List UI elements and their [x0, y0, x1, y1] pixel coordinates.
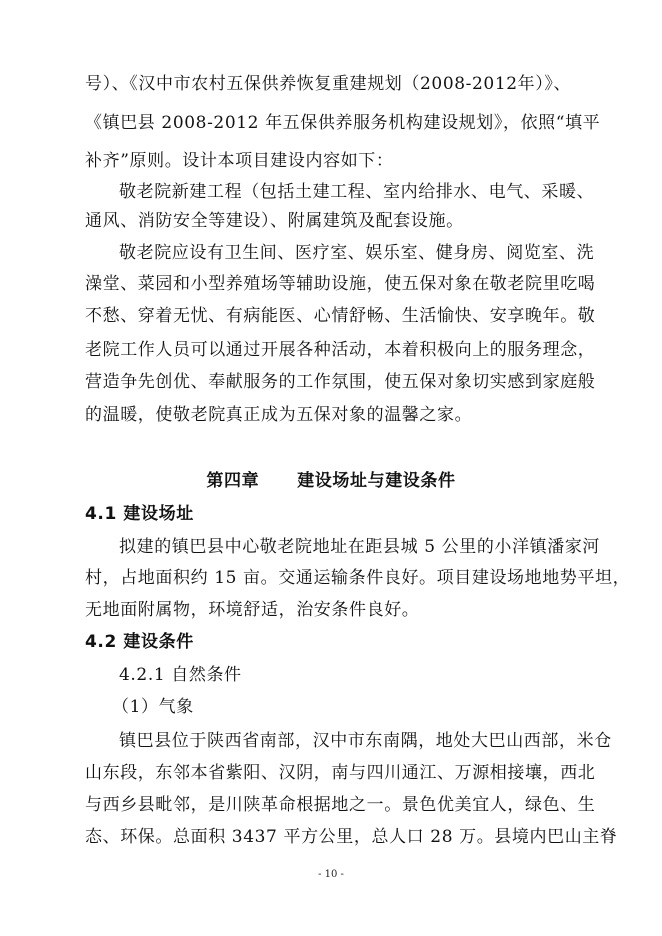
chapter-number: 第四章: [206, 471, 260, 491]
body-line: 号）、《汉中市农村五保供养恢复重建规划（2008-2012年）》、: [85, 74, 572, 94]
body-line: 拟建的镇巴县中心敬老院地址在距县城 5 公里的小洋镇潘家河: [119, 537, 601, 557]
body-line: 老院工作人员可以通过开展各种活动，本着积极向上的服务理念，: [85, 340, 596, 360]
body-line: 不愁、穿着无忧、有病能医、心情舒畅、生活愉快、安享晚年。敬: [85, 306, 596, 326]
body-line: 敬老院应设有卫生间、医疗室、娱乐室、健身房、阅览室、洗: [119, 243, 595, 263]
page-number: - 10 -: [318, 869, 344, 880]
body-line: 态、环保。总面积 3437 平方公里，总人口 28 万。县境内巴山主脊: [85, 827, 618, 847]
body-line: 的温暖，使敬老院真正成为五保对象的温馨之家。: [85, 405, 473, 425]
subsection-heading-4-2-1: 4.2.1 自然条件: [119, 665, 242, 685]
body-line: 山东段，东邻本省紫阳、汉阴，南与四川通江、万源相接壤，西北: [85, 763, 596, 783]
body-line: 补齐”原则。设计本项目建设内容如下：: [85, 151, 394, 171]
body-line: 通风、消防安全等建设）、附属建筑及配套设施。: [85, 211, 464, 231]
body-line: 营造争先创优、奉献服务的工作氛围，使五保对象切实感到家庭般: [85, 372, 596, 392]
body-line: 《镇巴县 2008-2012 年五保供养服务机构建设规划》，依照“填平: [85, 113, 601, 133]
body-line: 镇巴县位于陕西省南部，汉中市东南隅，地处大巴山西部，米仓: [119, 731, 612, 751]
body-line: 澡堂、菜园和小型养殖场等辅助设施，使五保对象在敬老院里吃喝: [85, 274, 596, 294]
chapter-heading: [0, 470, 662, 492]
section-heading-4-1: 4.1 建设场址: [85, 504, 194, 524]
body-line: 无地面附属物，环境舒适，治安条件良好。: [85, 600, 420, 620]
body-line: 敬老院新建工程（包括土建工程、室内给排水、电气、采暖、: [119, 182, 595, 202]
body-line: 与西乡县毗邻，是川陕革命根据地之一。景色优美宜人，绿色、生: [85, 795, 596, 815]
section-heading-4-2: 4.2 建设条件: [85, 632, 194, 652]
item-heading-climate: （1）气象: [112, 697, 194, 717]
chapter-title: 建设场址与建设条件: [297, 471, 456, 491]
body-line: 村，占地面积约 15 亩。交通运输条件良好。项目建设场地地势平坦，: [85, 568, 631, 588]
